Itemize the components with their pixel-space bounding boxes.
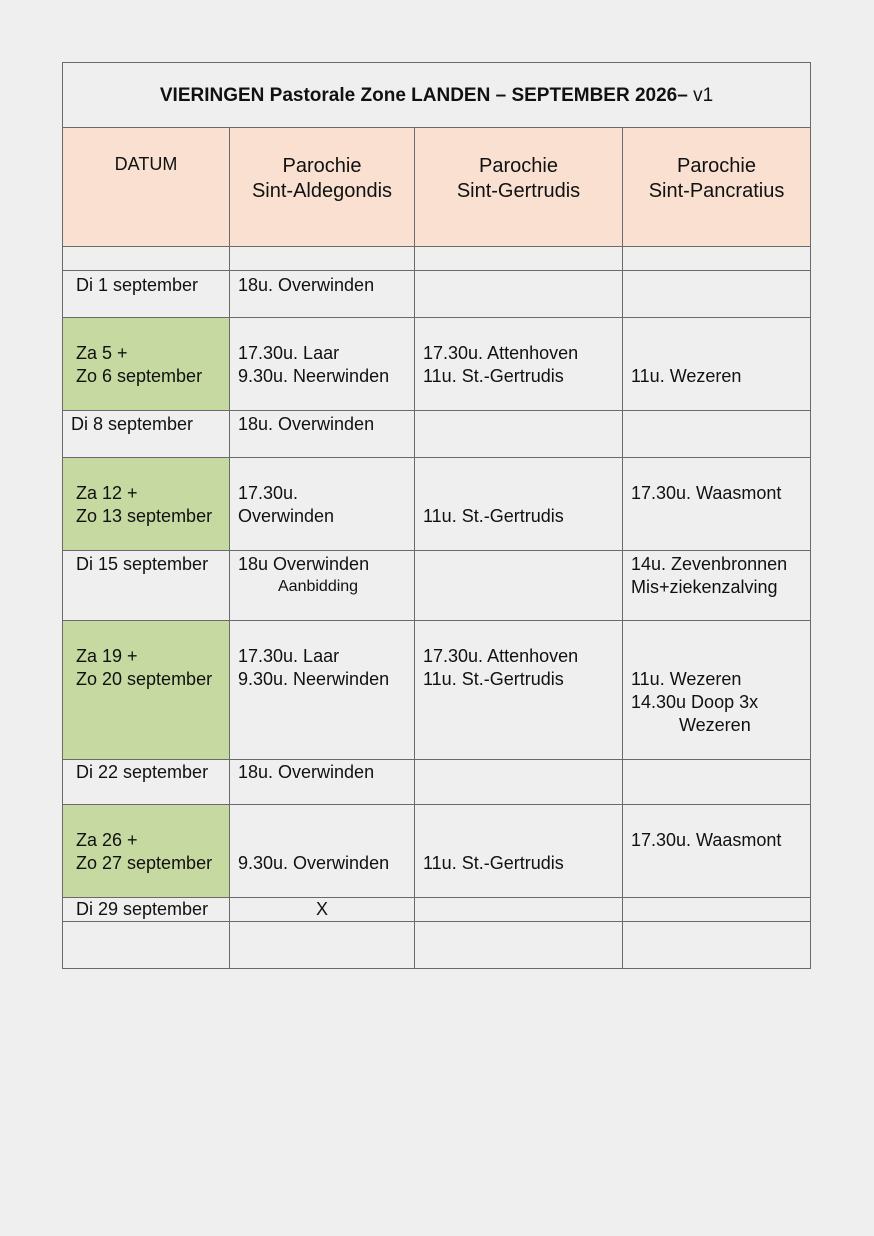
table-row <box>63 760 811 805</box>
table-row <box>63 898 811 922</box>
date-cell: Di 22 september <box>63 760 230 805</box>
date-cell: Za 26 + Zo 27 september <box>63 805 230 898</box>
aldegondis-cell: 17.30u. Laar 9.30u. Neerwinden <box>230 621 415 760</box>
empty-cell <box>230 922 415 969</box>
aldegondis-cell: 17.30u. Overwinden <box>230 458 415 551</box>
pancratius-cell <box>623 898 811 922</box>
empty-cell <box>415 247 623 271</box>
spacer-row <box>63 922 811 969</box>
date-cell: Di 1 september <box>63 271 230 318</box>
gertrudis-cell: 11u. St.-Gertrudis <box>415 458 623 551</box>
header-sint-gertrudis: Parochie Sint-Gertrudis <box>415 128 623 247</box>
pancratius-cell <box>623 621 811 760</box>
title-version: v1 <box>687 84 714 106</box>
page-title <box>63 63 811 128</box>
pancratius-cell <box>623 411 811 458</box>
table-row <box>63 805 811 898</box>
pancratius-cell: 11u. Wezeren <box>623 318 811 411</box>
aldegondis-cell: X <box>230 898 415 922</box>
gertrudis-cell <box>415 898 623 922</box>
adoration-note: Aanbidding <box>278 578 359 595</box>
date-cell: Za 19 + Zo 20 september <box>63 621 230 760</box>
pancratius-cell: 17.30u. Waasmont <box>623 805 811 898</box>
aldegondis-cell: 18u. Overwinden <box>230 760 415 805</box>
header-sint-aldegondis: Parochie Sint-Aldegondis <box>230 128 415 247</box>
table-row <box>63 458 811 551</box>
date-cell: Di 29 september <box>63 898 230 922</box>
pancratius-cell <box>623 271 811 318</box>
empty-cell <box>623 922 811 969</box>
schedule-table <box>62 62 811 969</box>
empty-cell <box>63 922 230 969</box>
gertrudis-cell: 17.30u. Attenhoven 11u. St.-Gertrudis <box>415 621 623 760</box>
header-sint-pancratius: Parochie Sint-Pancratius <box>623 128 811 247</box>
aldegondis-cell <box>230 551 415 621</box>
aldegondis-cell: 18u. Overwinden <box>230 271 415 318</box>
empty-cell <box>230 247 415 271</box>
mass-lines: 11u. Wezeren 14.30u Doop 3x <box>631 669 759 712</box>
gertrudis-cell <box>415 760 623 805</box>
baptism-location: Wezeren <box>679 715 751 735</box>
pancratius-cell: 14u. Zevenbronnen Mis+ziekenzalving <box>623 551 811 621</box>
table-row <box>63 318 811 411</box>
empty-cell <box>415 922 623 969</box>
table-row <box>63 551 811 621</box>
gertrudis-cell <box>415 411 623 458</box>
empty-cell <box>623 247 811 271</box>
date-cell: Di 8 september <box>63 411 230 458</box>
aldegondis-cell: 9.30u. Overwinden <box>230 805 415 898</box>
empty-cell <box>63 247 230 271</box>
gertrudis-cell: 17.30u. Attenhoven 11u. St.-Gertrudis <box>415 318 623 411</box>
spacer-row <box>63 247 811 271</box>
pancratius-cell <box>623 760 811 805</box>
pancratius-cell: 17.30u. Waasmont <box>623 458 811 551</box>
table-row <box>63 271 811 318</box>
header-datum: DATUM <box>63 128 230 247</box>
table-row <box>63 621 811 760</box>
title-main: VIERINGEN Pastorale Zone LANDEN – SEPTEMBER 2026– <box>159 84 688 106</box>
gertrudis-cell <box>415 551 623 621</box>
date-cell: Za 12 + Zo 13 september <box>63 458 230 551</box>
header-row <box>63 128 811 247</box>
title-row <box>63 63 811 128</box>
table-row <box>63 411 811 458</box>
date-cell: Za 5 + Zo 6 september <box>63 318 230 411</box>
aldegondis-cell: 17.30u. Laar 9.30u. Neerwinden <box>230 318 415 411</box>
gertrudis-cell: 11u. St.-Gertrudis <box>415 805 623 898</box>
gertrudis-cell <box>415 271 623 318</box>
mass-line: 18u Overwinden <box>238 554 370 574</box>
date-cell: Di 15 september <box>63 551 230 621</box>
aldegondis-cell: 18u. Overwinden <box>230 411 415 458</box>
